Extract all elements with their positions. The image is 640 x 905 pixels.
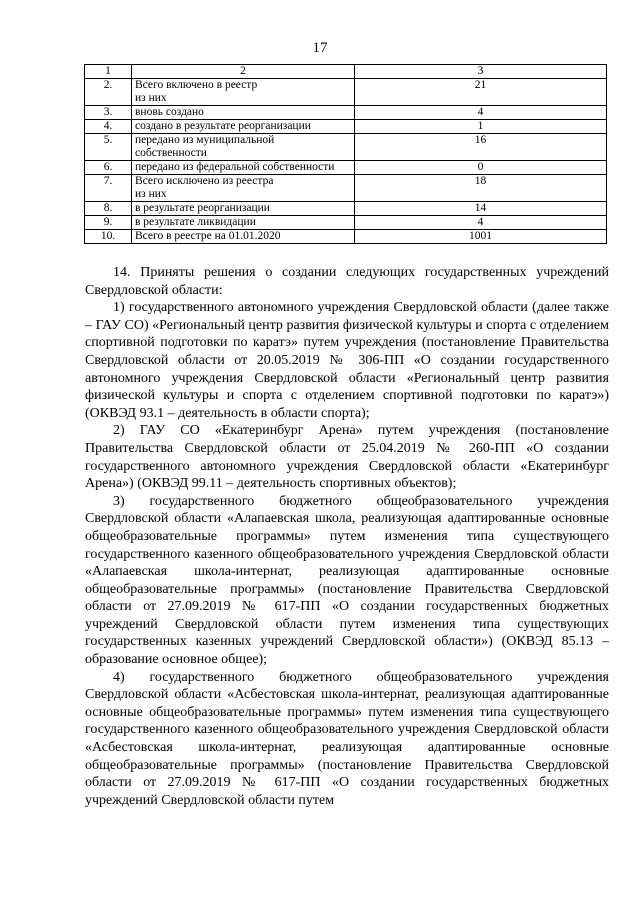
list-item-1: 1) государственного автономного учреждения Свердловской области (далее также – ГАУ СО) «Региональный центр развития физической культуры и спорта с отделением спортивной подготовки по каратэ» путем учреждения (постановление Правительства Свердловской области от 20.05.2019 № 306-ПП «О создании государственного автономного учреждения Свердловской области «Региональный центр развития физической культуры и спорта с отделением спортивной подготовки по каратэ») (ОКВЭД 93.1 – деятельность в области спорта); bbox=[85, 300, 609, 421]
table-row bbox=[85, 216, 607, 230]
row-value: 16 bbox=[355, 134, 607, 161]
row-name bbox=[132, 161, 355, 175]
header-cell: 2 bbox=[132, 65, 355, 79]
row-name-subtext: собственности bbox=[135, 147, 207, 159]
row-name-text: вновь создано bbox=[135, 106, 204, 118]
row-name-text: создано в результате реорганизации bbox=[135, 120, 311, 132]
row-name bbox=[132, 216, 355, 230]
row-value: 14 bbox=[355, 202, 607, 216]
header-cell: 1 bbox=[85, 65, 132, 79]
row-name-subtext: из них bbox=[135, 188, 167, 200]
page-number: 17 bbox=[312, 40, 328, 56]
row-number: 6. bbox=[85, 161, 132, 175]
row-name-text: Всего исключено из реестра bbox=[135, 175, 274, 187]
row-value: 4 bbox=[355, 106, 607, 120]
row-value: 4 bbox=[355, 216, 607, 230]
document-body bbox=[85, 264, 609, 809]
row-number: 9. bbox=[85, 216, 132, 230]
row-number: 2. bbox=[85, 79, 132, 106]
row-value: 21 bbox=[355, 79, 607, 106]
row-name bbox=[132, 230, 355, 244]
row-name-text: Всего в реестре на 01.01.2020 bbox=[135, 230, 281, 242]
registry-table bbox=[84, 64, 607, 244]
table-row bbox=[85, 120, 607, 134]
row-name-subtext: из них bbox=[135, 92, 167, 104]
row-value: 0 bbox=[355, 161, 607, 175]
row-name-text: передано из федеральной собственности bbox=[135, 161, 335, 173]
row-value: 1001 bbox=[355, 230, 607, 244]
paragraph-14: 14. Приняты решения о создании следующих государственных учреждений Свердловской области: bbox=[85, 265, 609, 298]
row-value: 18 bbox=[355, 175, 607, 202]
row-name-text: в результате реорганизации bbox=[135, 202, 270, 214]
table-row bbox=[85, 230, 607, 244]
table-row bbox=[85, 79, 607, 106]
table-row bbox=[85, 106, 607, 120]
row-name bbox=[132, 202, 355, 216]
header-cell: 3 bbox=[355, 65, 607, 79]
row-name bbox=[132, 134, 355, 161]
table-row bbox=[85, 161, 607, 175]
row-name-text: в результате ликвидации bbox=[135, 216, 256, 228]
row-number: 8. bbox=[85, 202, 132, 216]
row-number: 4. bbox=[85, 120, 132, 134]
table-row bbox=[85, 175, 607, 202]
table-row bbox=[85, 202, 607, 216]
table-row bbox=[85, 134, 607, 161]
row-name bbox=[132, 79, 355, 106]
list-item-4: 4) государственного бюджетного общеобразовательного учреждения Свердловской области «Асбестовская школа-интернат, реализующая адаптированные основные общеобразовательные программы» путем изменения типа существующего государственного казенного общеобразовательного учреждения Свердловской области «Асбестовская школа-интернат, реализующая адаптированные основные общеобразовательные программы» (постановление Правительства Свердловской области от 27.09.2019 № 617-ПП «О создании государственных бюджетных учреждений Свердловской области путем bbox=[85, 669, 609, 808]
row-name-text: передано из муниципальной bbox=[135, 134, 275, 146]
row-number: 10. bbox=[85, 230, 132, 244]
row-value: 1 bbox=[355, 120, 607, 134]
table-header-row bbox=[85, 65, 607, 79]
row-name bbox=[132, 106, 355, 120]
row-number: 5. bbox=[85, 134, 132, 161]
row-name bbox=[132, 175, 355, 202]
row-number: 3. bbox=[85, 106, 132, 120]
row-name bbox=[132, 120, 355, 134]
row-name-text: Всего включено в реестр bbox=[135, 79, 258, 91]
list-item-3: 3) государственного бюджетного общеобразовательного учреждения Свердловской области «Алапаевская школа, реализующая адаптированные основные общеобразовательные программы» путем изменения типа существующего государственного казенного общеобразовательного учреждения Свердловской области «Алапаевская школа-интернат, реализующая адаптированные основные общеобразовательные программы» (постановление Правительства Свердловской области от 27.09.2019 № 617-ПП «О создании государственных бюджетных учреждений Свердловской области путем изменения типа существующих государственных казенных учреждений Свердловской области») (ОКВЭД 85.13 – образование основное общее); bbox=[85, 493, 609, 668]
row-number: 7. bbox=[85, 175, 132, 202]
list-item-2: 2) ГАУ СО «Екатеринбург Арена» путем учреждения (постановление Правительства Свердловской области от 25.04.2019 № 260-ПП «О создании государственного автономного учреждения Свердловской области «Екатеринбург Арена») (ОКВЭД 99.11 – деятельность спортивных объектов); bbox=[85, 423, 609, 492]
